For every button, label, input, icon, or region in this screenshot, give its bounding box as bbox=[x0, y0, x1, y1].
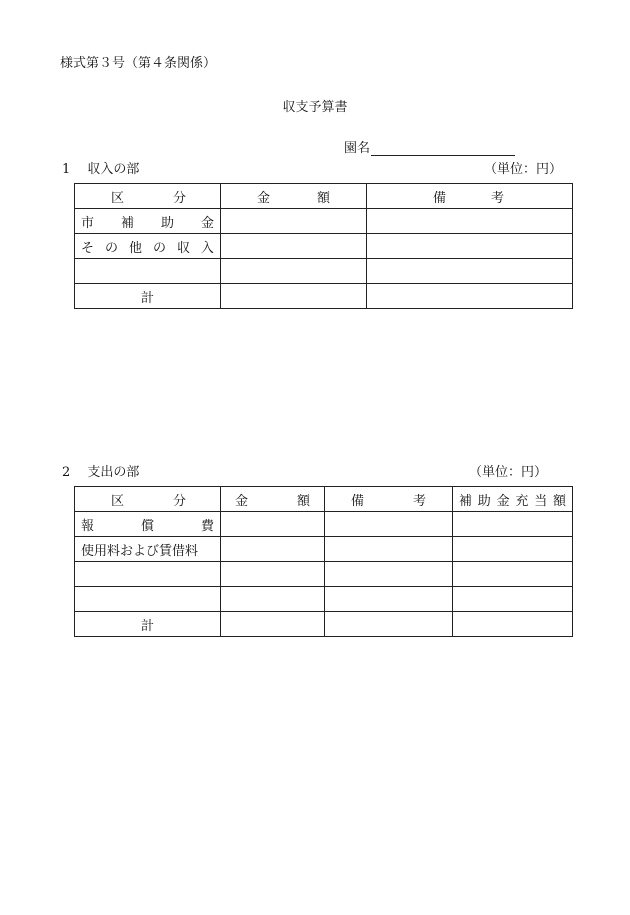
header-char: 額 bbox=[316, 190, 330, 206]
header-remarks bbox=[367, 184, 573, 209]
amount-cell[interactable] bbox=[221, 537, 325, 562]
row-char: 費 bbox=[200, 518, 214, 534]
income-section-heading: 1 収入の部 bbox=[62, 162, 140, 177]
header-subsidy bbox=[453, 487, 573, 512]
subsidy-cell[interactable] bbox=[453, 537, 573, 562]
garden-name-blank-line[interactable] bbox=[371, 141, 515, 156]
row-char: 他 bbox=[128, 240, 142, 256]
page-title: 収支予算書 bbox=[282, 100, 348, 115]
remarks-cell[interactable] bbox=[367, 209, 573, 234]
header-amount bbox=[221, 184, 367, 209]
row-char: 入 bbox=[200, 240, 214, 256]
table-row bbox=[75, 259, 573, 284]
remarks-cell[interactable] bbox=[325, 512, 453, 537]
header-char: 考 bbox=[490, 190, 504, 206]
total-amount-cell[interactable] bbox=[221, 284, 367, 309]
row-char: 市 bbox=[81, 215, 95, 231]
table-header-row bbox=[75, 184, 573, 209]
header-char: 補 bbox=[459, 493, 473, 509]
row-category[interactable] bbox=[75, 562, 221, 587]
header-char: 区 bbox=[111, 190, 125, 206]
row-char: の bbox=[104, 240, 118, 256]
garden-name-label: 園名 bbox=[344, 141, 371, 156]
garden-name-field bbox=[344, 137, 515, 156]
header-remarks bbox=[325, 487, 453, 512]
total-label-cell bbox=[75, 284, 221, 309]
remarks-cell[interactable] bbox=[367, 284, 573, 309]
expense-section-heading: 2 支出の部 bbox=[62, 465, 140, 480]
row-char: 金 bbox=[200, 215, 214, 231]
total-amount-cell[interactable] bbox=[221, 612, 325, 637]
form-number: 様式第３号（第４条関係） bbox=[60, 56, 217, 71]
table-header-row bbox=[75, 487, 573, 512]
row-category bbox=[75, 512, 221, 537]
header-amount bbox=[221, 487, 325, 512]
row-category bbox=[75, 234, 221, 259]
subsidy-cell[interactable] bbox=[453, 612, 573, 637]
remarks-cell[interactable] bbox=[325, 587, 453, 612]
remarks-cell[interactable] bbox=[325, 537, 453, 562]
income-table bbox=[74, 183, 573, 309]
subsidy-cell[interactable] bbox=[453, 512, 573, 537]
remarks-cell[interactable] bbox=[367, 259, 573, 284]
header-char: 分 bbox=[172, 493, 186, 509]
header-char: 金 bbox=[257, 190, 271, 206]
amount-cell[interactable] bbox=[221, 587, 325, 612]
table-row bbox=[75, 562, 573, 587]
row-char: 補 bbox=[120, 215, 134, 231]
row-char: の bbox=[152, 240, 166, 256]
subsidy-cell[interactable] bbox=[453, 562, 573, 587]
header-char: 分 bbox=[172, 190, 186, 206]
row-category[interactable] bbox=[75, 587, 221, 612]
expense-unit-label: （単位：円） bbox=[468, 465, 547, 480]
total-row bbox=[75, 284, 573, 309]
header-char: 金 bbox=[235, 493, 249, 509]
amount-cell[interactable] bbox=[221, 512, 325, 537]
header-char: 金 bbox=[496, 493, 510, 509]
subsidy-cell[interactable] bbox=[453, 587, 573, 612]
header-char: 助 bbox=[477, 493, 491, 509]
remarks-cell[interactable] bbox=[325, 612, 453, 637]
header-char: 額 bbox=[552, 493, 566, 509]
table-row bbox=[75, 537, 573, 562]
header-char: 当 bbox=[534, 493, 548, 509]
header-char: 額 bbox=[296, 493, 310, 509]
total-label: 計 bbox=[140, 290, 154, 306]
total-label: 計 bbox=[140, 618, 154, 634]
income-unit-label: （単位：円） bbox=[483, 162, 562, 177]
row-char: 償 bbox=[140, 518, 154, 534]
amount-cell[interactable] bbox=[221, 209, 367, 234]
table-row bbox=[75, 209, 573, 234]
amount-cell[interactable] bbox=[221, 562, 325, 587]
header-category bbox=[75, 184, 221, 209]
row-category bbox=[75, 537, 221, 562]
amount-cell[interactable] bbox=[221, 234, 367, 259]
remarks-cell[interactable] bbox=[367, 234, 573, 259]
row-char: 報 bbox=[81, 518, 95, 534]
row-char: 助 bbox=[160, 215, 174, 231]
expense-table bbox=[74, 486, 573, 637]
total-row bbox=[75, 612, 573, 637]
header-category bbox=[75, 487, 221, 512]
table-row bbox=[75, 587, 573, 612]
table-row bbox=[75, 234, 573, 259]
row-category bbox=[75, 209, 221, 234]
header-char: 考 bbox=[412, 493, 426, 509]
row-label: 使用料および賃借料 bbox=[81, 543, 199, 559]
row-category[interactable] bbox=[75, 259, 221, 284]
remarks-cell[interactable] bbox=[325, 562, 453, 587]
header-char: 区 bbox=[111, 493, 125, 509]
table-row bbox=[75, 512, 573, 537]
row-char: そ bbox=[81, 240, 95, 256]
amount-cell[interactable] bbox=[221, 259, 367, 284]
header-char: 備 bbox=[351, 493, 365, 509]
row-char: 収 bbox=[176, 240, 190, 256]
header-char: 備 bbox=[433, 190, 447, 206]
total-label-cell bbox=[75, 612, 221, 637]
header-char: 充 bbox=[515, 493, 529, 509]
